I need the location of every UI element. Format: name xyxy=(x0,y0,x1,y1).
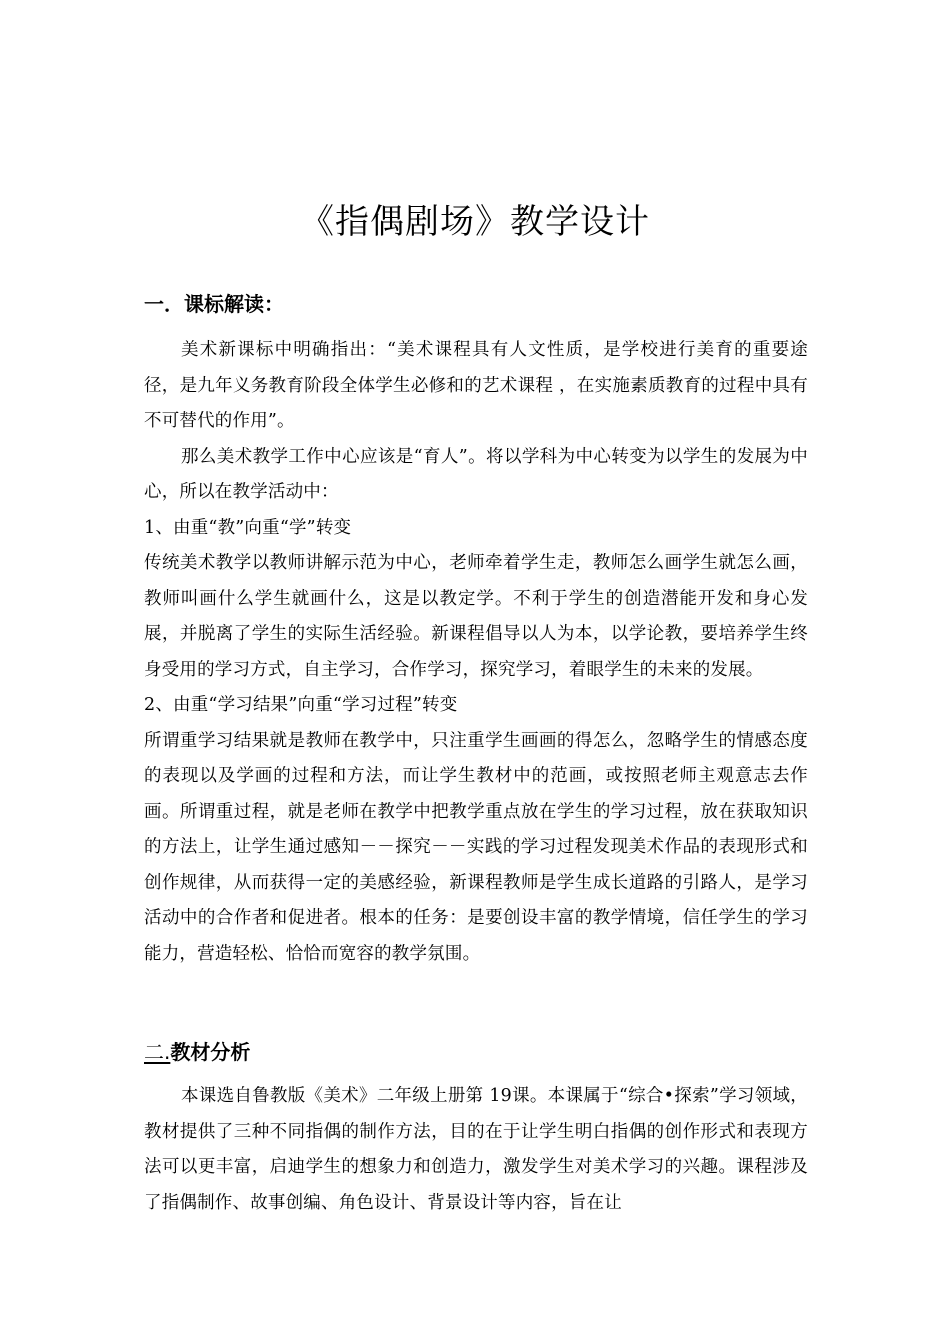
document-title: 《指偶剧场》教学设计 xyxy=(300,202,650,242)
paragraph: 所谓重学习结果就是教师在教学中，只注重学生画画的得怎么，忽略学生的情感态度的表现以及学画的过程和方法，而让学生教材中的范画，或按照老师主观意志去作画。所谓重过程，就是老师在教学中把教学重点放在学生的学习过程，放在获取知识的方法上，让学生通过感知－－探究－－实践的学习过程发现美术作品的表现形式和创作规律，从而获得一定的美感经验，新课程教师是学生成长道路的引路人，是学习活动中的合作者和促进者。根本的任务：是要创设丰富的教学情境，信任学生的学习能力，营造轻松、恰恰而宽容的教学氛围。 xyxy=(144,730,808,964)
section-body-curriculum xyxy=(144,333,808,972)
paragraph: 美术新课标中明确指出：“美术课程具有人文性质，是学校进行美育的重要途径，是九年义务教育阶段全体学生必修和的艺术课程 ，在实施素质教育的过程中具有不可替代的作用”。 xyxy=(144,340,808,431)
list-item-heading: 2、由重“学习结果”向重“学习过程”转变 xyxy=(144,695,458,715)
section-heading-text: 教材分析 xyxy=(170,1040,251,1064)
section-number: 二. xyxy=(144,1040,171,1064)
section-body-material xyxy=(144,1079,808,1221)
list-item-heading: 1、由重“教”向重“学”转变 xyxy=(144,517,352,538)
section-heading-material xyxy=(144,1036,250,1068)
section-heading-curriculum: 一．课标解读： xyxy=(144,292,284,316)
paragraph: 传统美术教学以教师讲解示范为中心，老师牵着学生走，教师怎么画学生就怎么画，教师叫画什么学生就画什么，这是以教定学。不利于学生的创造潜能开发和身心发展，并脱离了学生的实际生活经验。新课程倡导以人为本，以学论教，要培养学生终身受用的学习方式，自主学习，合作学习，探究学习，着眼学生的未来的发展。 xyxy=(144,553,808,680)
paragraph: 本课选自鲁教版《美术》二年级上册第 19课。本课属于“综合•探索”学习领域，教材提供了三种不同指偶的制作方法，目的在于让学生明白指偶的创作形式和表现方法可以更丰富，启迪学生的想象力和创造力，激发学生对美术学习的兴趣。课程涉及了指偶制作、故事创编、角色设计、背景设计等内容，旨在让 xyxy=(144,1086,808,1213)
paragraph: 那么美术教学工作中心应该是“育人”。将以学科为中心转变为以学生的发展为中心，所以在教学活动中： xyxy=(144,446,808,502)
